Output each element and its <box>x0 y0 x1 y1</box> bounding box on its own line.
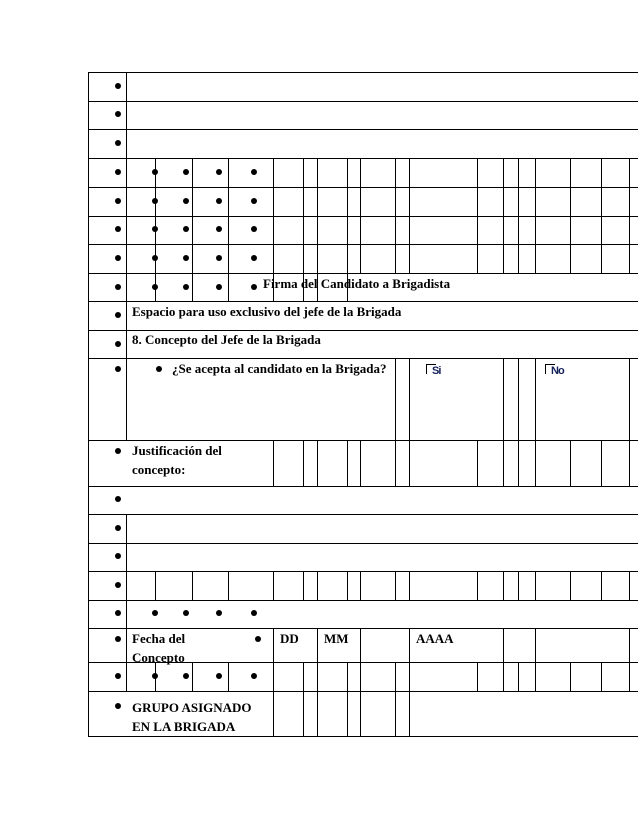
concept-heading: 8. Concepto del Jefe de la Brigada <box>132 332 321 347</box>
bullet-icon <box>251 255 257 261</box>
group-label-line1: GRUPO ASIGNADO <box>132 700 252 715</box>
no-checkbox-label: No <box>551 365 564 377</box>
bullet-icon <box>152 169 158 175</box>
date-mm-label: MM <box>324 631 349 646</box>
bullet-icon <box>115 610 121 616</box>
bullet-icon <box>115 673 121 679</box>
bullet-icon <box>251 284 257 290</box>
bullet-icon <box>115 140 121 146</box>
bullet-icon <box>251 198 257 204</box>
exclusive-use-label: Espacio para uso exclusivo del jefe de la Brigada <box>132 304 402 319</box>
bullet-icon <box>216 284 222 290</box>
bullet-icon <box>152 198 158 204</box>
bullet-icon <box>183 198 189 204</box>
bullet-icon <box>152 226 158 232</box>
bullet-icon <box>152 673 158 679</box>
bullet-icon <box>152 610 158 616</box>
bullet-icon <box>183 226 189 232</box>
bullet-icon <box>251 610 257 616</box>
bullet-icon <box>216 610 222 616</box>
bullet-icon <box>115 341 121 347</box>
bullet-icon <box>115 255 121 261</box>
bullet-icon <box>115 366 121 372</box>
date-label-line2: Concepto <box>132 650 185 665</box>
bullet-icon <box>115 636 121 642</box>
bullet-icon <box>183 169 189 175</box>
bullet-icon <box>216 226 222 232</box>
bullet-icon <box>183 284 189 290</box>
bullet-icon <box>115 111 121 117</box>
bullet-icon <box>255 636 261 642</box>
bullet-icon <box>115 525 121 531</box>
bullet-icon <box>183 255 189 261</box>
bullet-icon <box>115 284 121 290</box>
bullet-icon <box>115 312 121 318</box>
justification-label-line2: concepto: <box>132 462 186 477</box>
bullet-icon <box>115 553 121 559</box>
date-dd-label: DD <box>280 631 299 646</box>
brigade-form-table <box>88 72 638 737</box>
bullet-icon <box>115 582 121 588</box>
yes-checkbox-label: Si <box>432 365 441 377</box>
bullet-icon <box>216 198 222 204</box>
signature-label: Firma del Candidato a Brigadista <box>263 276 451 291</box>
date-aaaa-label: AAAA <box>416 631 454 646</box>
bullet-icon <box>115 703 121 709</box>
bullet-icon <box>216 255 222 261</box>
bullet-icon <box>216 673 222 679</box>
bullet-icon <box>115 169 121 175</box>
bullet-icon <box>216 169 222 175</box>
bullet-icon <box>251 673 257 679</box>
bullet-icon <box>115 448 121 454</box>
bullet-icon <box>115 198 121 204</box>
bullet-icon <box>183 610 189 616</box>
bullet-icon <box>152 255 158 261</box>
bullet-icon <box>156 366 162 372</box>
date-label-line1: Fecha del <box>132 631 186 646</box>
bullet-icon <box>115 83 121 89</box>
bullet-icon <box>251 226 257 232</box>
bullet-icon <box>183 673 189 679</box>
bullet-icon <box>152 284 158 290</box>
bullet-icon <box>115 496 121 502</box>
accept-question: ¿Se acepta al candidato en la Brigada? <box>172 361 387 376</box>
justification-label-line1: Justificación del <box>132 443 222 458</box>
bullet-icon <box>251 169 257 175</box>
bullet-icon <box>115 226 121 232</box>
group-label-line2: EN LA BRIGADA <box>132 719 236 734</box>
